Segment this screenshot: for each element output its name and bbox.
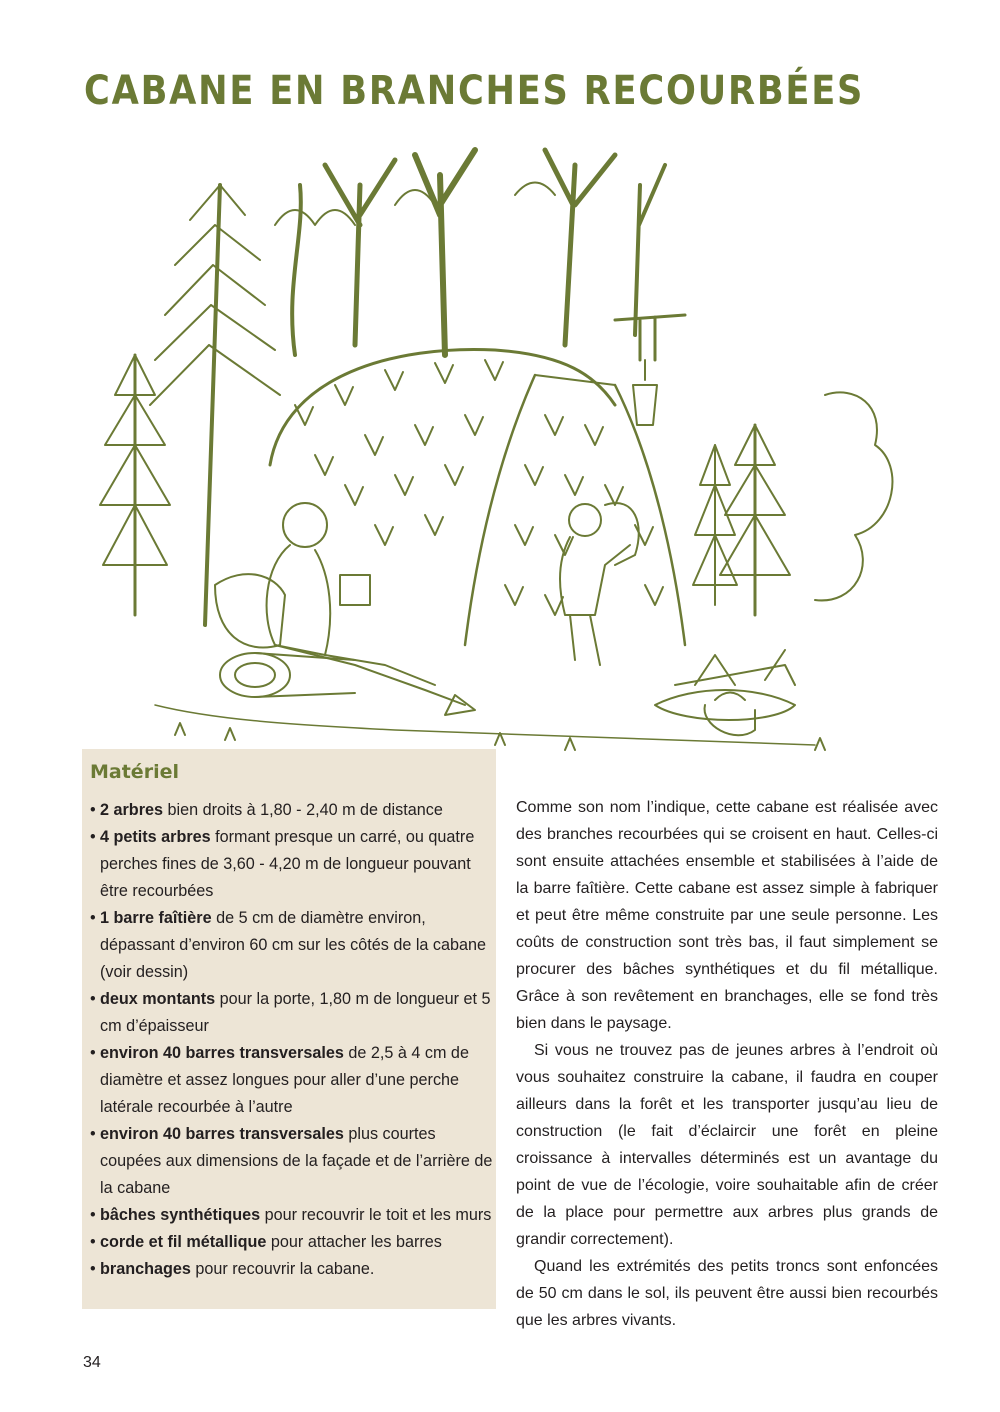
child-icon [560,503,639,665]
list-item [90,1040,496,1121]
list-item [90,986,496,1040]
item-bold: 2 arbres [100,801,163,819]
body-text [516,794,938,1334]
item-text: pour recouvrir la cabane. [190,1260,375,1278]
item-bold: corde et fil métallique [100,1233,267,1251]
background-trees-icon [275,150,665,355]
item-text: pour attacher les barres [266,1233,442,1251]
item-bold: deux montants [100,990,216,1008]
material-list [90,797,496,1283]
shelter-mound-icon [270,349,685,645]
item-bold: environ 40 barres transversales [100,1044,344,1062]
item-text: formant presque un carré, ou quatre perches fines de 3,60 - 4,20 m de longueur pouvant être recourbées [100,828,475,900]
item-bold: 4 petits arbres [100,828,211,846]
item-text: de 5 cm de diamètre environ, dépassant d’environ 60 cm sur les côtés de la cabane (voir dessin) [100,909,487,981]
item-text: plus courtes coupées aux dimensions de la façade et de l’arrière de la cabane [100,1125,493,1197]
item-bold: bâches synthétiques [100,1206,261,1224]
item-text: de 2,5 à 4 cm de diamètre et assez longues pour aller d’une perche latérale recourbée à l’autre [100,1044,469,1116]
list-item [90,1229,496,1256]
page-title: CABANE EN BRANCHES RECOURBÉES [84,68,865,114]
paragraph: Si vous ne trouvez pas de jeunes arbres à l’endroit où vous souhaitez construire la cabane, il faudra en couper ailleurs dans la forêt et les transporter jusqu’au lieu de construction (le fait d’éclaircir une forêt en pleine croissance à intervalles déterminés est un avantage du point de vue de l’écologie, voire souhaitable afin de créer de la place pour permettre aux arbres plus grands de grandir correctement). [516,1042,938,1248]
right-spruce-icon [693,392,892,615]
paragraph: Comme son nom l’indique, cette cabane est réalisée avec des branches recourbées qui se croisent en haut. Celles-ci sont ensuite attachées ensemble et stabilisées à l’aide de la barre faîtière. Cette cabane est assez simple à fabriquer et peut être même construite par une seule personne. Les coûts de construction sont très bas, il faut simplement se procurer des bâches synthétiques et du fil métallique. Grâce à son revêtement en branchages, elle se fond très bien dans le paysage. [516,799,938,1032]
list-item [90,824,496,905]
paragraph: Quand les extrémités des petits troncs sont enfoncées de 50 cm dans le sol, ils peuvent être aussi bien recourbés que les arbres vivants. [516,1258,938,1329]
list-item [90,797,496,824]
material-box [82,749,496,1309]
list-item [90,905,496,986]
item-bold: branchages [100,1260,191,1278]
page-number: 34 [83,1354,101,1371]
campfire-icon [655,650,795,735]
forest-shelter-illustration [95,145,935,765]
list-item [90,1202,496,1229]
item-bold: 1 barre faîtière [100,909,212,927]
item-text: bien droits à 1,80 - 2,40 m de distance [163,801,443,819]
item-text: pour la porte, 1,80 m de longueur et 5 cm d’épaisseur [100,990,491,1035]
list-item [90,1121,496,1202]
item-bold: environ 40 barres transversales [100,1125,344,1143]
item-text: pour recouvrir le toit et les murs [260,1206,492,1224]
list-item [90,1256,496,1283]
material-heading: Matériel [90,761,179,783]
left-fir-tree-icon [150,185,280,625]
